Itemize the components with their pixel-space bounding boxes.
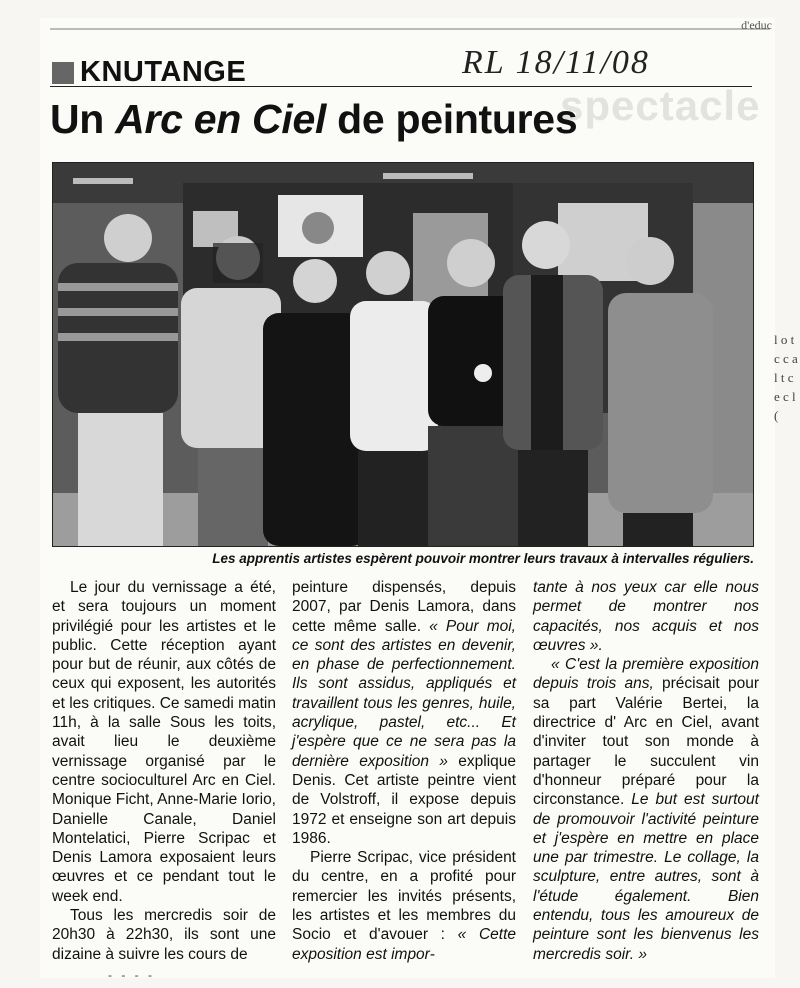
headline-part-2: Arc en Ciel [115, 96, 327, 142]
header-rule [50, 86, 752, 87]
col1-paragraph-2: Tous les mercredis soir de 20h30 à 22h30, ils sont une dizaine à suivre les cours de [52, 907, 276, 963]
article-headline [50, 96, 577, 143]
col3-p2-quote-2: Le but est surtout de promouvoir l'activité peinture et j'espère en mettre en place une par trimestre. Le collage, la sculpture, entre autres, sont à l'étude également. Bien entendu, tous les amoureux de peinture sont les bienvenus les mercredis soir. » [533, 791, 759, 963]
section-square-icon [52, 62, 74, 84]
headline-part-1: Un [50, 96, 116, 142]
adjacent-article-edge: l o t c c a l t c e c l ( [774, 332, 798, 423]
top-border-line [50, 28, 770, 30]
article-column-3 [533, 578, 759, 964]
photo-caption: Les apprentis artistes espèrent pouvoir montrer leurs travaux à intervalles réguliers. [212, 551, 754, 566]
handwritten-date: RL 18/11/08 [462, 44, 650, 81]
group-photo-illustration [53, 163, 753, 546]
article-column-2 [292, 578, 516, 964]
col2-p1-quote: « Pour moi, ce sont des artistes en devenir, en phase de perfectionnement. Ils sont assidus, appliqués et travaillent tous les genres, huile, acrylique, pastel, etc... Et j'espère que ce ne sera pas la dernière exposition » [292, 617, 516, 770]
col2-p2-text: Pierre Scripac, vice président du centre, en a profité pour remercier les invités présents, les artistes et les membres du Socio et d'avouer : [292, 849, 516, 944]
col2-p1-tail: explique Denis. Cet artiste peintre vient de Volstroff, il expose depuis 1972 et enseigne son art depuis 1986. [292, 752, 516, 847]
section-title: KNUTANGE [80, 56, 247, 88]
col3-p1-quote: tante à nos yeux car elle nous permet de montrer nos capacités, nos acquis et nos œuvres ». [533, 579, 759, 654]
bottom-dashes: - - - - [108, 968, 155, 982]
col2-paragraph-1 [292, 578, 516, 848]
col3-paragraph-1 [533, 578, 759, 655]
headline-part-3: de peintures [326, 96, 578, 142]
group-photo [52, 162, 754, 547]
col2-paragraph-2 [292, 848, 516, 964]
col3-paragraph-2 [533, 655, 759, 964]
article-column-1 [52, 578, 276, 964]
bleed-through-heading: spectacle [560, 82, 761, 129]
col2-p2-quote: « Cette exposition est impor- [292, 926, 516, 963]
col1-paragraph-1: Le jour du vernissage a été, et sera toujours un moment privilégié pour les artistes et le public. Cette réception ayant pour but de réunir, aux côtés de ceux qui exposent, les autorités et les critiques. Ce samedi matin 11h, à la salle Sous les toits, avait lieu le deuxième vernissage organisé par le centre socioculturel Arc en Ciel. Monique Ficht, Anne-Marie Iorio, Danielle Canale, Daniel Montelatici, Pierre Scripac et Denis Lamora exposaient leurs œuvres et ce pendant tout le week end. [52, 579, 276, 905]
col3-p2-text: précisait pour sa part Valérie Bertei, la directrice d' Arc en Ciel, avant d'inviter tout son monde à partager le succulent vin d'honneur préparé pour la circonstance. [533, 675, 759, 809]
col3-p2-quote: « C'est la première exposition depuis trois ans, [533, 656, 759, 693]
corner-fragment-text: d'educ [741, 18, 772, 32]
section-header [52, 56, 246, 89]
col2-p1-text: peinture dispensés, depuis 2007, par Denis Lamora, dans cette même salle. [292, 579, 516, 635]
